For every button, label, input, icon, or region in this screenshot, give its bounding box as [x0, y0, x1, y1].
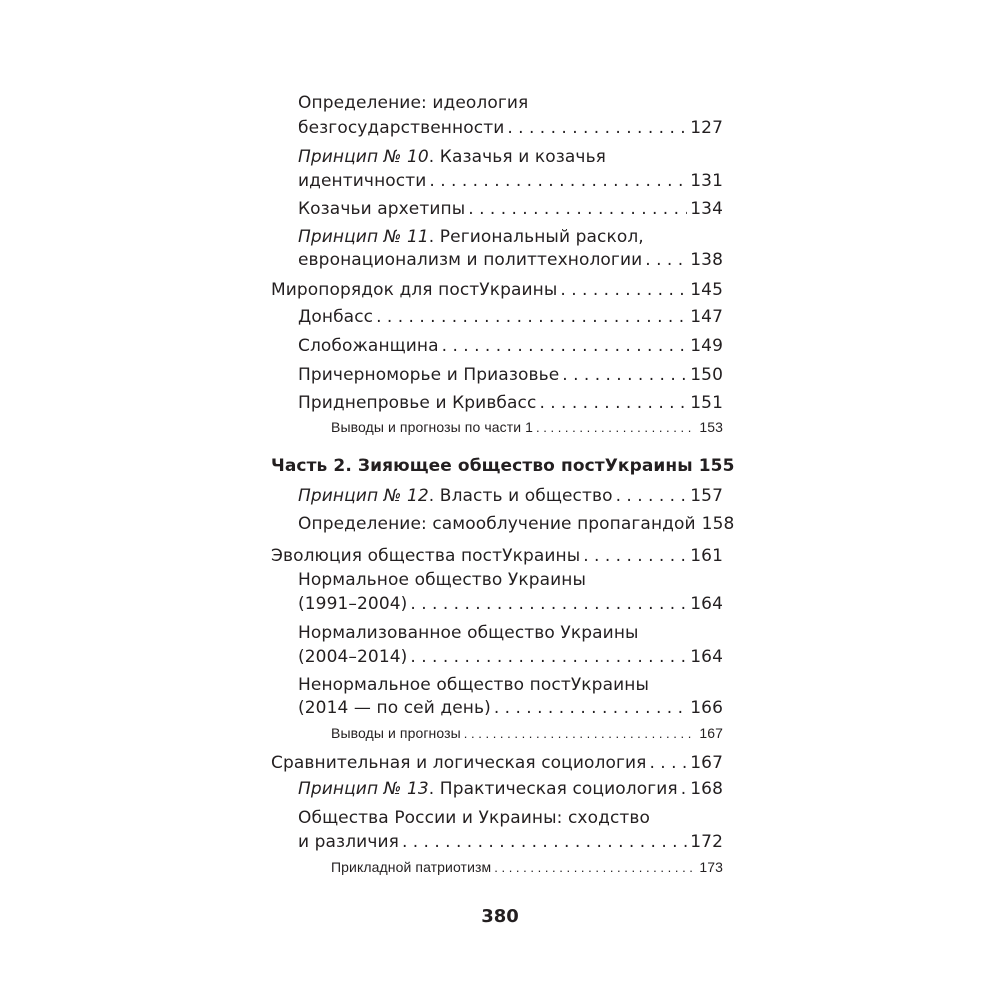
dot-leader: [616, 485, 688, 507]
page-ref: 167: [690, 753, 723, 773]
toc-entry-title-line: и различия . . . 172: [298, 831, 723, 853]
page-ref: 138: [690, 250, 723, 270]
page-ref: 168: [690, 779, 723, 799]
page-ref: 158: [701, 514, 735, 534]
page-ref: 149: [690, 336, 723, 356]
page-ref: 164: [690, 594, 723, 614]
page-ref: 166: [690, 698, 723, 718]
dot-leader: [536, 417, 696, 439]
principle-label: Принцип № 11: [298, 227, 429, 247]
toc-entry-title: Ненормальное общество постУкраины: [298, 675, 649, 695]
toc-entry-title-line: Слобожанщина . . . 149: [298, 335, 723, 357]
page-ref: 151: [690, 393, 723, 413]
page-ref: 155: [698, 456, 735, 476]
dot-leader: [410, 593, 687, 615]
toc-entry-title-line: идентичности . . . 131: [298, 170, 723, 192]
dot-leader: [410, 646, 687, 668]
dot-leader: [507, 117, 687, 139]
dot-leader: [464, 723, 697, 745]
page-ref: 172: [690, 832, 723, 852]
principle-label: Принцип № 10: [298, 147, 429, 167]
toc-entry-title-line: Козачьи архетипы . . . 134: [298, 198, 723, 220]
toc-entry-title-line: (2004–2014) . . . 164: [298, 646, 723, 668]
principle-label: Принцип № 13: [298, 779, 429, 799]
page-ref: 131: [690, 171, 723, 191]
dot-leader: [442, 335, 688, 357]
dot-leader: [681, 778, 688, 800]
toc-entry-title-line: евронационализм и политтехнологии . . . 138: [298, 249, 723, 271]
page-number: 380: [481, 906, 519, 927]
toc-entry-title-line: Принцип № 12 . Власть и общество . . . 157: [298, 485, 723, 507]
dot-leader: [494, 697, 687, 719]
toc-entry-title-line: Причерноморье и Приазовье . . . 150: [298, 364, 723, 386]
page-ref: 164: [690, 647, 723, 667]
toc-entry-title-line: Выводы и прогнозы . . . 167: [331, 722, 723, 745]
toc-entry-title-line: Донбасс . . . 147: [298, 306, 723, 328]
dot-leader: [468, 198, 687, 220]
toc-entry-title-line: (1991–2004) . . . 164: [298, 593, 723, 615]
principle-label: Принцип № 12: [298, 486, 429, 506]
toc-entry-title-line: Принцип № 13 . Практическая социология . . . 168: [298, 778, 723, 800]
toc-entry-title-line: Миропорядок для постУкраины . . . 145: [271, 279, 723, 301]
toc-entry-title-line: Выводы и прогнозы по части 1 . . . 153: [331, 416, 723, 439]
toc-entry-title-line: Определение: самооблучение пропагандой 158: [298, 514, 735, 534]
page-ref: 127: [690, 118, 723, 138]
toc-entry-title: Принцип № 11 . Региональный раскол,: [298, 227, 644, 247]
dot-leader: [562, 364, 687, 386]
page-ref: 153: [699, 419, 723, 435]
dot-leader: [583, 545, 687, 567]
page-ref: 173: [699, 859, 723, 875]
toc-entry-title-line: Приднепровье и Кривбасс . . . 151: [298, 392, 723, 414]
toc-entry-title: Нормализованное общество Украины: [298, 623, 639, 643]
page-ref: 167: [699, 725, 723, 741]
toc-entry-title-line: (2014 — по сей день) . . . 166: [298, 697, 723, 719]
dot-leader: [645, 249, 687, 271]
toc-entry-title: Определение: идеология: [298, 93, 529, 113]
page-ref: 147: [690, 307, 723, 327]
page-ref: 161: [690, 546, 723, 566]
toc-entry-title: Нормальное общество Украины: [298, 570, 587, 590]
toc-entry-title-line: Сравнительная и логическая социология . . . 167: [271, 752, 723, 774]
dot-leader: [649, 752, 687, 774]
dot-leader: [376, 306, 687, 328]
toc-entry-title: Общества России и Украины: сходство: [298, 808, 651, 828]
page-ref: 157: [690, 486, 723, 506]
dot-leader: [429, 170, 687, 192]
toc-entry-title-line: безгосударственности . . . 127: [298, 117, 723, 139]
toc-entry-title-line: Часть 2. Зияющее общество постУкраины 155: [271, 456, 735, 476]
dot-leader: [560, 279, 687, 301]
dot-leader: [402, 831, 687, 853]
dot-leader: [539, 392, 687, 414]
dot-leader: [494, 857, 696, 879]
toc-entry-title-line: Эволюция общества постУкраины . . . 161: [271, 545, 723, 567]
toc-entry-title: Принцип № 10 . Казачья и козачья: [298, 147, 607, 167]
page-ref: 134: [690, 199, 723, 219]
page-ref: 150: [690, 365, 723, 385]
page-ref: 145: [690, 280, 723, 300]
toc-entry-title-line: Прикладной патриотизм . . . 173: [331, 856, 723, 879]
